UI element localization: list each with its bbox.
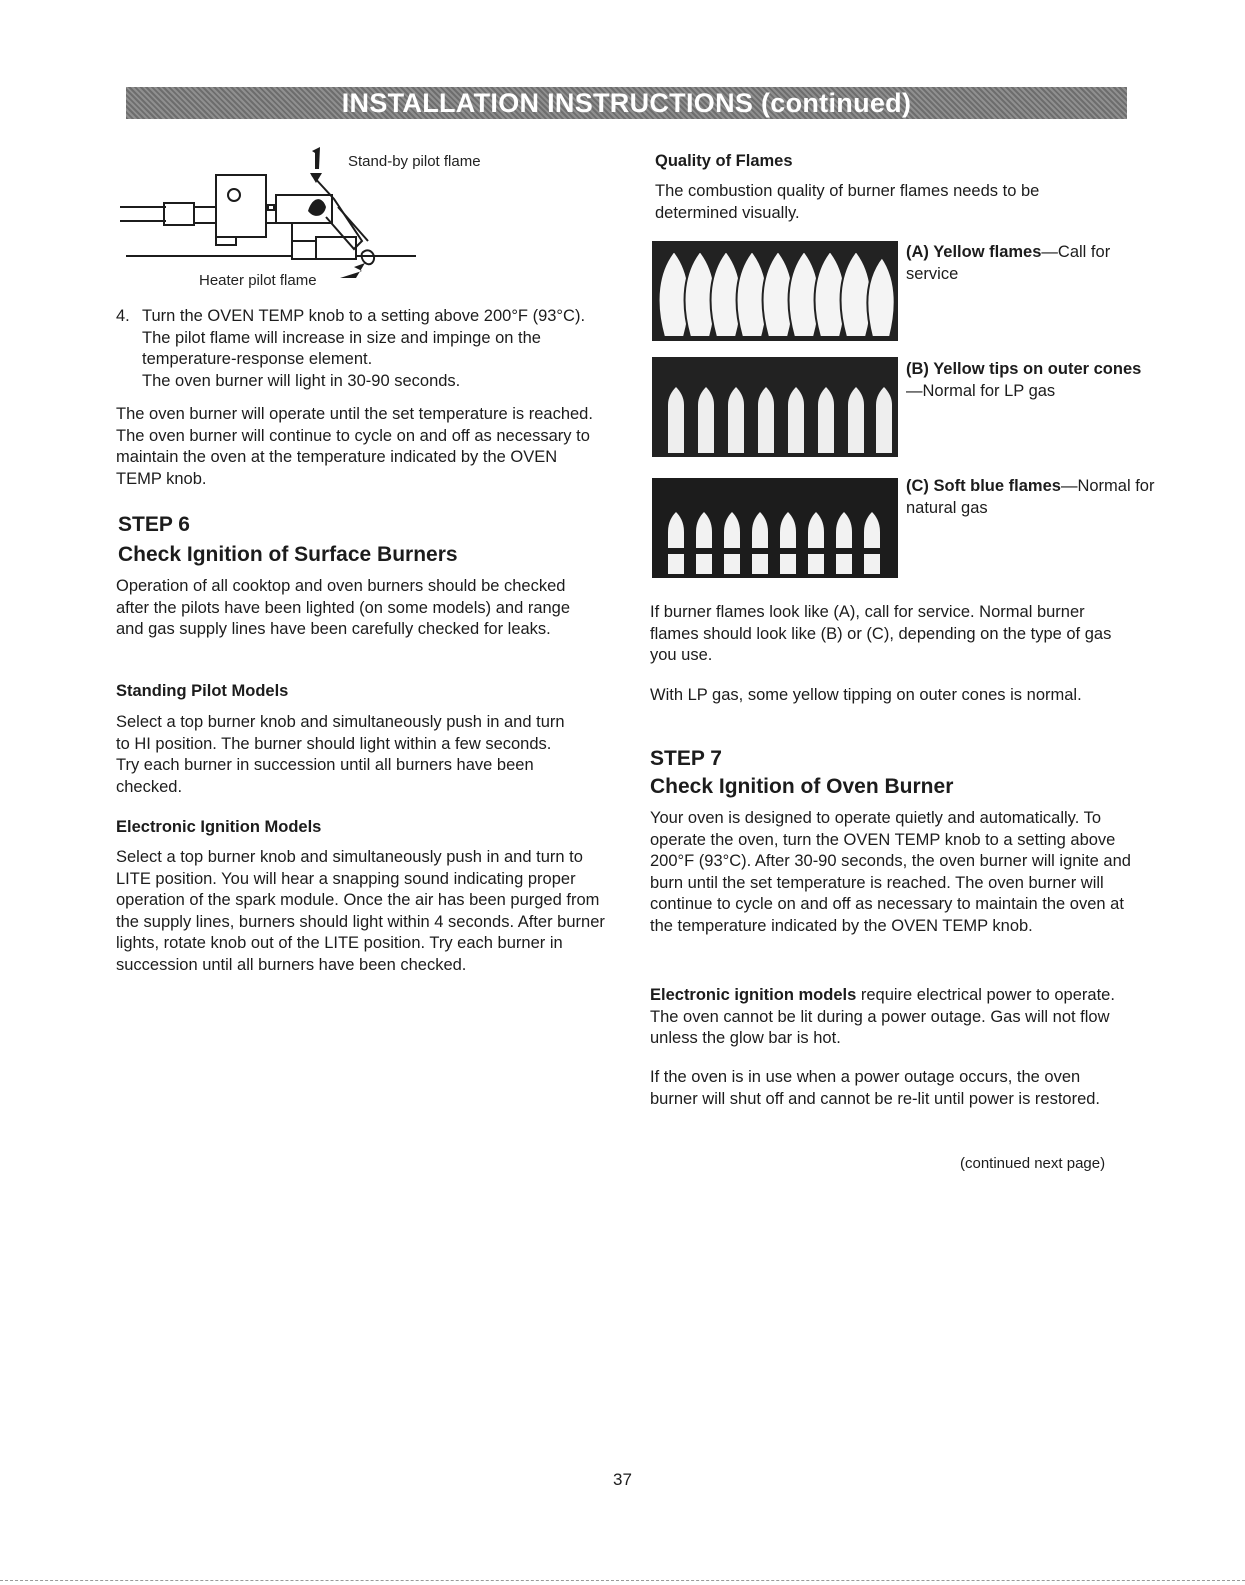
flames-paragraph-2: With LP gas, some yellow tipping on outer cones is normal. — [650, 686, 1082, 704]
step-item-4 — [116, 306, 606, 392]
pilot-flame-diagram — [116, 145, 536, 295]
item-number: 4. — [116, 307, 130, 325]
step-6-label: STEP 6 — [118, 513, 190, 536]
item-text-2: The oven burner will light in 30-90 seconds. — [142, 371, 461, 390]
flame-b-bold: (B) Yellow tips on outer cones — [906, 360, 1142, 378]
electronic-ignition-heading: Electronic Ignition Models — [116, 818, 322, 836]
step-6-title: Check Ignition of Surface Burners — [118, 543, 458, 566]
flame-b-image — [652, 357, 898, 457]
yellow-tipped-flames-icon — [652, 357, 898, 457]
page-number: 37 — [613, 1470, 632, 1489]
flame-a-bold: (A) Yellow flames — [906, 243, 1042, 261]
step-6-intro: Operation of all cooktop and oven burners should be checked after the pilots have been lighted (on some models) and range and gas supply lines have been carefully checked for leaks. — [116, 577, 571, 638]
flame-b-rest: —Normal for LP gas — [906, 382, 1056, 400]
electronic-ignition-models-bold: Electronic ignition models — [650, 986, 857, 1004]
flame-c-image — [652, 478, 898, 578]
flame-a-rest: —Call for service — [906, 243, 1111, 283]
quality-of-flames-heading: Quality of Flames — [655, 152, 793, 170]
flame-b-caption — [906, 358, 1156, 402]
step-7-paragraph-2 — [650, 985, 1140, 1050]
header-banner — [126, 87, 1127, 119]
flame-c-bold: (C) Soft blue flames — [906, 477, 1061, 495]
step-7-title: Check Ignition of Oven Burner — [650, 775, 954, 798]
quality-of-flames-text: The combustion quality of burner flames needs to be determined visually. — [655, 182, 1040, 222]
electronic-ignition-text: Select a top burner knob and simultaneously push in and turn to LITE position. You will hear a snapping sound indicating proper operation of the spark module. Once the air has been purged from the supply lines, burners should light within 4 seconds. After burner lights, rotate knob out of the LITE position. Try each burner in succession until all burners have been checked. — [116, 848, 605, 974]
heater-pilot-label: Heater pilot flame — [199, 272, 317, 289]
blue-flames-icon — [652, 478, 898, 578]
standby-pilot-label: Stand-by pilot flame — [348, 153, 481, 170]
electronic-ignition-models-rest: require electrical power to operate. The oven cannot be lit during a power outage. Gas will not flow unless the glow bar is hot. — [650, 986, 1115, 1047]
continued-next-page: (continued next page) — [960, 1155, 1106, 1172]
oven-cycle-paragraph: The oven burner will operate until the set temperature is reached. The oven burner will continue to cycle on and off as necessary to maintain the oven at the temperature indicated by the OVEN TEMP knob. — [116, 405, 593, 488]
step-7-paragraph-1: Your oven is designed to operate quietly and automatically. To operate the oven, turn the OVEN TEMP knob to a setting above 200°F (93°C). After 30-90 seconds, the oven burner will ignite and burn until the set temperature is reached. The oven burner will continue to cycle on and off as necessary to maintain the oven at the temperature indicated by the OVEN TEMP knob. — [650, 809, 1131, 935]
yellow-flames-icon — [652, 241, 898, 341]
bottom-divider — [0, 1580, 1245, 1581]
standing-pilot-heading: Standing Pilot Models — [116, 682, 289, 700]
step-7-paragraph-3: If the oven is in use when a power outage occurs, the oven burner will shut off and cannot be re-lit until power is restored. — [650, 1068, 1101, 1108]
item-text: Turn the OVEN TEMP knob to a setting above 200°F (93°C). The pilot flame will increase in size and impinge on the temperature-response element. — [142, 307, 586, 368]
step-7-label: STEP 7 — [650, 747, 722, 770]
flames-paragraph-1: If burner flames look like (A), call for service. Normal burner flames should look like (B) or (C), depending on the type of gas you use. — [650, 603, 1112, 664]
flame-a-caption — [906, 241, 1156, 285]
flame-c-rest: —Normal for natural gas — [906, 477, 1155, 517]
standing-pilot-text: Select a top burner knob and simultaneously push in and turn to HI position. The burner should light within a few seconds. Try each burner in succession until all burners have been checked. — [116, 713, 565, 796]
flame-a-image — [652, 241, 898, 341]
flame-c-caption — [906, 475, 1156, 519]
page-title: INSTALLATION INSTRUCTIONS (continued) — [341, 88, 912, 118]
